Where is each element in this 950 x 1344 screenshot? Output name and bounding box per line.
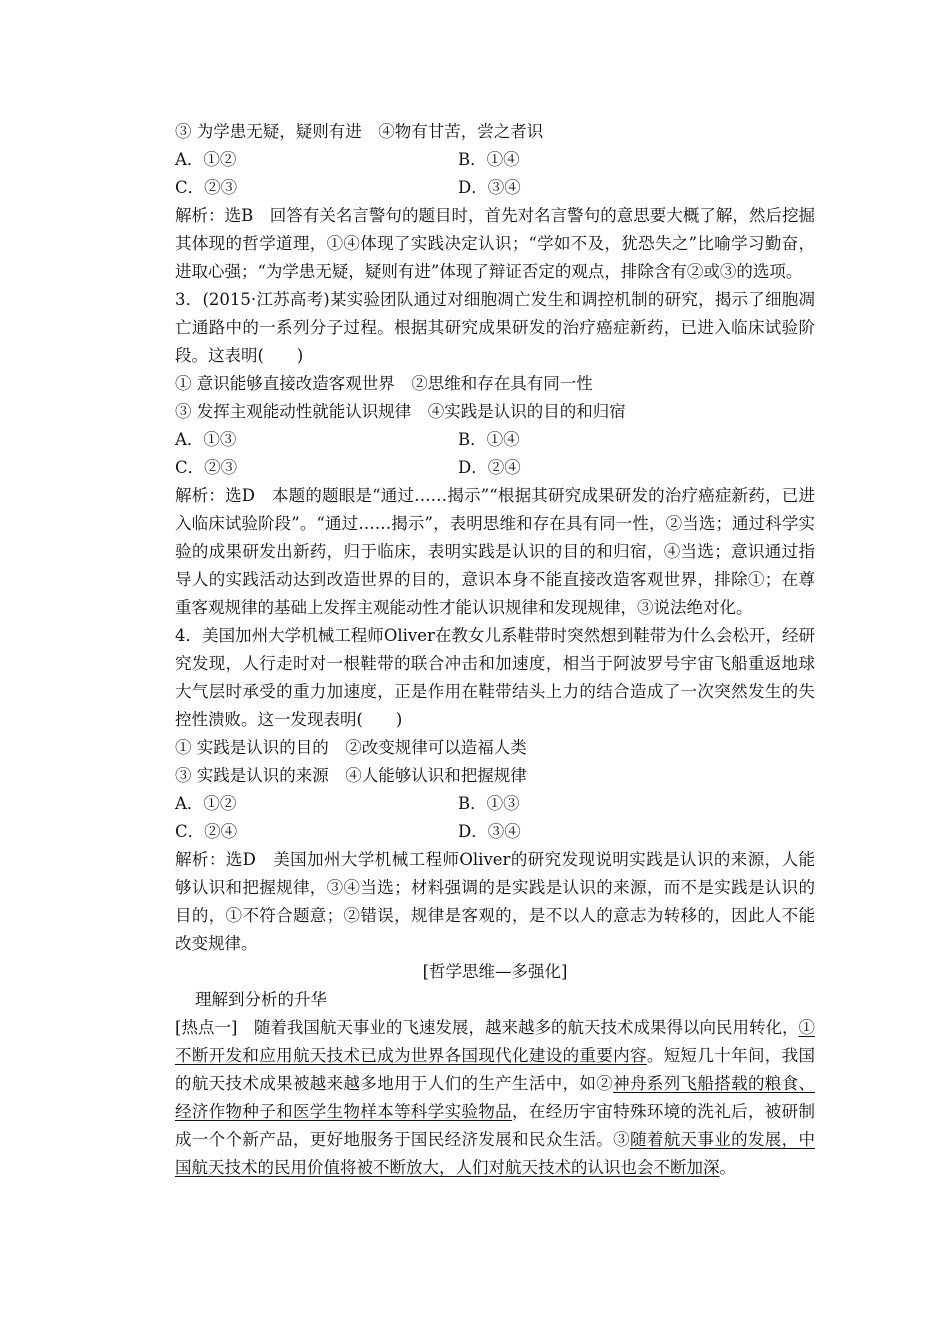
q2-option-b: B．①④ bbox=[458, 150, 520, 169]
q3-options-cd bbox=[175, 454, 815, 482]
hot-point-1-underline-1: ①不断开发和应用航天技术已成为世界各国现代化建设的重要内容 bbox=[175, 1018, 816, 1065]
hot-point-1-middle-2: ，在经历宇宙特殊环境的洗礼后，被研制成一个个新产品，更好地服务于国民经济发展和民众生活。③ bbox=[175, 1102, 816, 1149]
q2-statements-3-4: ③ 为学患无疑，疑则有进 ④物有甘苦，尝之者识 bbox=[175, 122, 544, 141]
hot-point-1-paragraph bbox=[175, 1014, 815, 1182]
q3-options-ab bbox=[175, 426, 815, 454]
q3-option-b: B．①④ bbox=[458, 430, 520, 449]
q2-option-d: D．③④ bbox=[458, 178, 521, 197]
q2-options-cd bbox=[175, 174, 815, 202]
q4-stem: 4．美国加州大学机械工程师Oliver在教女儿系鞋带时突然想到鞋带为什么会松开，经研究发现，人行走时对一根鞋带的联合冲击和加速度，相当于阿波罗号宇宙飞船重返地球大气层时承受的重力加速度，正是作用在鞋带结头上力的结合造成了一次突然发生的失控性溃败。这一发现表明( ) bbox=[175, 626, 815, 729]
q4-option-a: A．①② bbox=[175, 794, 237, 813]
q2-options-ab bbox=[175, 146, 815, 174]
document-body bbox=[175, 118, 815, 1182]
q3-analysis: 解析：选D 本题的题眼是“通过……揭示”“根据其研究成果研发的治疗癌症新药，已进入临床试验阶段”。“通过……揭示”，表明思维和存在具有同一性，②当选；通过科学实验的成果研发出新药，归于临床，表明实践是认识的目的和归宿，④当选；意识通过指导人的实践活动达到改造世界的目的，意识本身不能直接改造客观世界，排除①；在尊重客观规律的基础上发挥主观能动性才能认识规律和发现规律，③说法绝对化。 bbox=[175, 486, 815, 617]
hot-point-1-end: 。 bbox=[719, 1158, 736, 1177]
q4-statements-1-2: ① 实践是认识的目的 ②改变规律可以造福人类 bbox=[175, 738, 527, 757]
hot-point-1-underline-2: 神舟系列飞船搭载的粮食、经济作物种子和医学生物样本等科学实验物品 bbox=[175, 1074, 816, 1121]
hot-point-1-underline-3: 随着航天事业的发展，中国航天技术的民用价值将被不断放大，人们对航天技术的认识也会不断加深 bbox=[175, 1130, 816, 1177]
hot-point-1-label: [热点一] bbox=[175, 1018, 238, 1037]
q2-option-a: A．①② bbox=[175, 150, 237, 169]
q4-options-ab bbox=[175, 790, 815, 818]
q4-option-b: B．①③ bbox=[458, 794, 520, 813]
q4-analysis: 解析：选D 美国加州大学机械工程师Oliver的研究发现说明实践是认识的来源，人能够认识和把握规律，③④当选；材料强调的是实践是认识的来源，而不是实践是认识的目的，①不符合题意；②错误，规律是客观的，是不以人的意志为转移的，因此人不能改变规律。 bbox=[175, 850, 815, 953]
q3-statements-1-2: ① 意识能够直接改造客观世界 ②思维和存在具有同一性 bbox=[175, 374, 593, 393]
q4-statements-3-4: ③ 实践是认识的来源 ④人能够认识和把握规律 bbox=[175, 766, 527, 785]
section-subheading: 理解到分析的升华 bbox=[195, 990, 327, 1009]
q2-option-c: C．②③ bbox=[175, 178, 238, 197]
q3-option-d: D．②④ bbox=[458, 458, 521, 477]
q3-statements-3-4: ③ 发挥主观能动性就能认识规律 ④实践是认识的目的和归宿 bbox=[175, 402, 626, 421]
q3-stem: 3．(2015·江苏高考)某实验团队通过对细胞凋亡发生和调控机制的研究，揭示了细胞凋亡通路中的一系列分子过程。根据其研究成果研发的治疗癌症新药，已进入临床试验阶段。这表明( ) bbox=[175, 290, 815, 365]
q3-option-c: C．②③ bbox=[175, 458, 238, 477]
section-heading: [哲学思维—多强化] bbox=[422, 962, 568, 981]
q2-analysis: 解析：选B 回答有关名言警句的题目时，首先对名言警句的意思要大概了解，然后挖掘其体现的哲学道理，①④体现了实践决定认识；“学如不及，犹恐失之”比喻学习勤奋，进取心强；“为学患无疑，疑则有进”体现了辩证否定的观点，排除含有②或③的选项。 bbox=[175, 206, 815, 281]
hot-point-1-intro: 随着我国航天事业的飞速发展，越来越多的航天技术成果得以向民用转化， bbox=[237, 1018, 799, 1037]
hot-point-1-middle-1: 。短短几十年间，我国的航天技术成果被越来越多地用于人们的生产生活中，如② bbox=[175, 1046, 816, 1093]
q4-option-d: D．③④ bbox=[458, 822, 521, 841]
q3-option-a: A．①③ bbox=[175, 430, 237, 449]
q4-options-cd bbox=[175, 818, 815, 846]
q4-option-c: C．②④ bbox=[175, 822, 238, 841]
